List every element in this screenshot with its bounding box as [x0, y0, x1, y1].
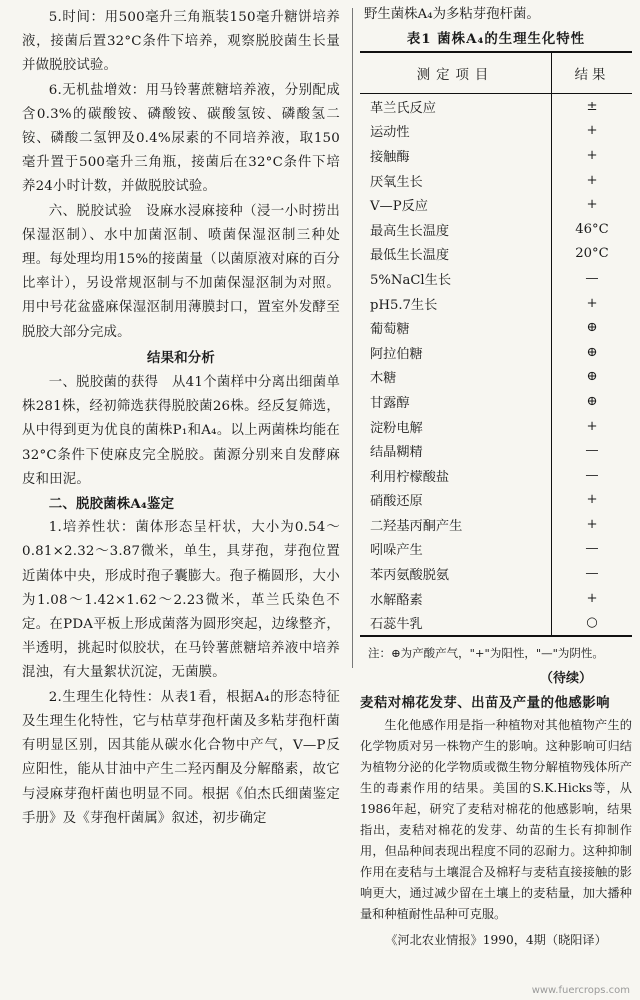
table-row — [360, 414, 632, 439]
table-row — [360, 242, 632, 267]
article-source: 《河北农业情报》1990，4期（晓阳译） — [385, 933, 607, 948]
test-item: 吲哚产生 — [370, 543, 423, 559]
results-heading: 结果和分析 — [147, 349, 215, 366]
test-result: 20°C — [552, 242, 633, 267]
test-item: 淀粉电解 — [370, 420, 423, 436]
article-body: 生化他感作用是指一种植物对其他植物产生的化学物质对另一株物产生的影响。这种影响可归结为植物分泌的化学物质或微生物分解植物残体所产生的毒素作用的结果。美国的S.K.Hicks等，从1986年起，研究了麦秸对棉花的他感影响，结果指出，麦秸对棉花的发芽、幼苗的生长有抑制作用，但品种间表现出程度不同的忍耐力。这种抑制作用在麦秸与土壤混合及棉籽与麦秸直接接触的影响更大，通过减少留在土壤上的麦秸量，加大播种量和种植耐性品种可克服。 — [360, 718, 632, 922]
right-column — [360, 4, 632, 948]
test-result: 46°C — [552, 217, 633, 242]
paragraph-degumming-test: 六、脱胶试验 设麻水浸麻接种（浸一小时捞出保湿沤制）、水中加菌沤制、喷菌保湿沤制三种处理。每处理均用15%的接菌量（以菌原液对麻的百分比率计），另设常规沤制与不加菌保湿沤制为对照。用中号花盆盛麻保湿沤制用薄膜封口，置室外发酵至脱胶大部分完成。 — [22, 203, 340, 340]
test-item: 接触酶 — [370, 149, 410, 165]
test-item: 最低生长温度 — [370, 248, 450, 264]
table-row — [360, 389, 632, 414]
test-result: + — [552, 586, 633, 611]
test-result: + — [552, 414, 633, 439]
test-item: 运动性 — [370, 125, 410, 141]
test-item: 硝酸还原 — [370, 494, 423, 510]
test-result: ⊕ — [552, 389, 633, 414]
test-result: — — [552, 561, 633, 586]
test-item: 革兰氏反应 — [370, 100, 436, 116]
table-row — [360, 463, 632, 488]
paragraph-culture-traits: 1.培养性状：菌体形态呈杆状，大小为0.54～0.81×2.32～3.87微米，单生，具芽孢，芽孢位置近菌体中央，形成时孢子囊膨大。孢子椭圆形，大小为1.08～1.42×1.62～2.23微米，革兰氏染色不定。在PDA平板上形成菌落为圆形突起，边缘整齐，半透明，挑起时似胶状，在马铃薯蔗糖培养液中培养混浊，有大量絮状沉淀，无菌膜。 — [22, 520, 340, 681]
table-row — [360, 586, 632, 611]
table-row — [360, 340, 632, 365]
test-item: 石蕊牛乳 — [370, 617, 423, 633]
table-title: 表1 菌株A₄的生理生化特性 — [406, 31, 586, 47]
test-result: + — [552, 143, 633, 168]
test-item: 5%NaCl生长 — [370, 272, 452, 288]
test-item: 结晶糊精 — [370, 445, 423, 461]
article-title: 麦秸对棉花发芽、出苗及产量的他感影响 — [360, 695, 611, 712]
test-result: — — [552, 463, 633, 488]
test-result: + — [552, 119, 633, 144]
test-item: 葡萄糖 — [370, 322, 410, 338]
test-result: ⊕ — [552, 340, 633, 365]
table-row — [360, 217, 632, 242]
test-result: + — [552, 192, 633, 217]
table-note: 注：⊕为产酸产气，"+"为阳性，"—"为阴性。 — [368, 646, 604, 661]
table-row — [360, 192, 632, 217]
header-result: 结果 — [552, 52, 633, 94]
test-item: 木糖 — [370, 371, 397, 387]
test-item: pH5.7生长 — [370, 297, 438, 313]
left-column — [22, 6, 340, 831]
table-header-row — [360, 52, 632, 94]
table-row — [360, 94, 632, 119]
table-row — [360, 537, 632, 562]
table-row — [360, 610, 632, 636]
paragraph-strain-acquisition: 一、脱胶菌的获得 从41个菌样中分离出细菌单株281株，经初筛选获得脱胶菌26株。经反复筛选，从中得到更为优良的菌株P₁和A₄。以上两菌株均能在32°C条件下使麻皮完全脱胶。菌源分别来自发酵麻皮和田泥。 — [22, 375, 340, 487]
paragraph-continuation: 野生菌株A₄为多粘芽孢杆菌。 — [364, 7, 540, 22]
test-result: ⊕ — [552, 315, 633, 340]
test-result: ± — [552, 94, 633, 119]
test-result: — — [552, 438, 633, 463]
paragraph-time: 5.时间：用500毫升三角瓶装150毫升糖饼培养液，接菌后置32°C条件下培养，观察脱胶菌生长量并做脱胶试验。 — [22, 10, 340, 74]
test-item: 阿拉伯糖 — [370, 346, 423, 362]
test-result: ○ — [552, 610, 633, 636]
table-row — [360, 365, 632, 390]
table-row — [360, 143, 632, 168]
properties-table — [360, 51, 632, 637]
table-row — [360, 266, 632, 291]
section-heading-identification: 二、脱胶菌株A₄鉴定 — [48, 496, 175, 513]
test-result: + — [552, 168, 633, 193]
test-result: + — [552, 512, 633, 537]
test-item: 最高生长温度 — [370, 223, 450, 239]
test-item: V—P反应 — [370, 199, 428, 215]
paragraph-physiology: 2.生理生化特性：从表1看，根据A₄的形态特征及生理生化特性，它与枯草芽孢杆菌及多粘芽孢杆菌有明显区别，因其能从碳水化合物中产气，V—P反应阳性，能从甘油中产生二羟丙酮及分解酪素，故它与浸麻芽孢杆菌也明显不同。根据《伯杰氏细菌鉴定手册》及《芽孢杆菌属》叙述，初步确定 — [22, 689, 340, 826]
test-result: + — [552, 291, 633, 316]
test-result: + — [552, 488, 633, 513]
test-result: ⊕ — [552, 365, 633, 390]
table-row — [360, 168, 632, 193]
table-row — [360, 119, 632, 144]
table-row — [360, 291, 632, 316]
test-result: — — [552, 537, 633, 562]
column-divider — [352, 8, 353, 668]
test-item: 利用柠檬酸盐 — [370, 469, 450, 485]
to-be-continued: （待续） — [539, 671, 592, 687]
test-item: 厌氧生长 — [370, 174, 423, 190]
paragraph-inorganic-salt: 6.无机盐增效：用马铃薯蔗糖培养液，分别配成含0.3%的碳酸铵、磷酸铵、碳酸氢铵、磷酸氢二铵、磷酸二氢钾及0.4%尿素的不同培养液，取150毫升置于500毫升三角瓶，接菌后在32°C条件下培养24小时计数，并做脱胶试验。 — [22, 82, 340, 195]
test-item: 二羟基丙酮产生 — [370, 518, 463, 534]
watermark: www.fuercrops.com — [531, 985, 630, 996]
test-result: — — [552, 266, 633, 291]
table-row — [360, 438, 632, 463]
table-row — [360, 512, 632, 537]
table-row — [360, 315, 632, 340]
test-item: 甘露醇 — [370, 395, 410, 411]
header-item: 测定项目 — [360, 52, 552, 94]
table-row — [360, 561, 632, 586]
table-row — [360, 488, 632, 513]
test-item: 水解酪素 — [370, 592, 423, 608]
test-item: 苯丙氨酸脱氨 — [370, 568, 450, 584]
